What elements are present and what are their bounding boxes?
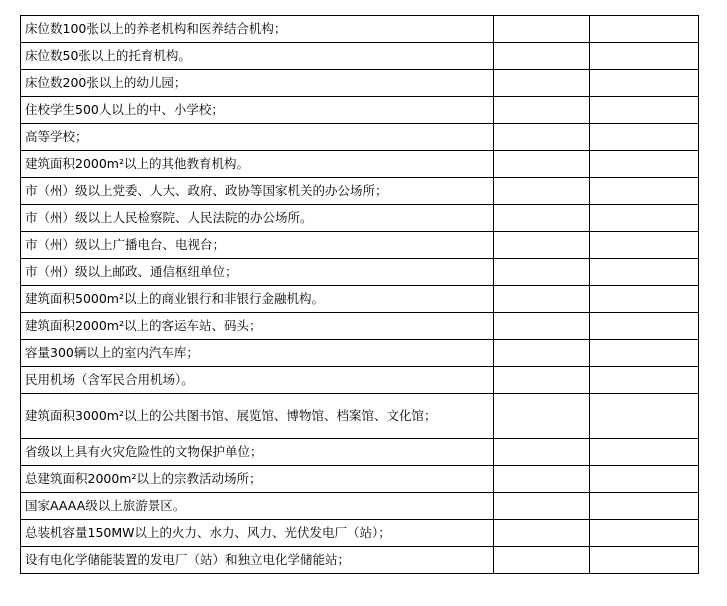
empty-cell-col3 (590, 340, 699, 367)
empty-cell-col3 (590, 466, 699, 493)
table-row (21, 16, 699, 43)
empty-cell-col3 (590, 439, 699, 466)
empty-cell-col3 (590, 367, 699, 394)
empty-cell-col2 (494, 97, 590, 124)
empty-cell-col2 (494, 70, 590, 97)
table-row (21, 313, 699, 340)
facility-description-cell: 高等学校； (21, 124, 494, 151)
empty-cell-col3 (590, 520, 699, 547)
facility-description-cell: 床位数100张以上的养老机构和医养结合机构； (21, 16, 494, 43)
table-row (21, 232, 699, 259)
empty-cell-col3 (590, 16, 699, 43)
table-row (21, 547, 699, 574)
empty-cell-col2 (494, 151, 590, 178)
facility-description-cell: 设有电化学储能装置的发电厂（站）和独立电化学储能站； (21, 547, 494, 574)
empty-cell-col2 (494, 394, 590, 439)
empty-cell-col2 (494, 178, 590, 205)
empty-cell-col2 (494, 439, 590, 466)
empty-cell-col3 (590, 43, 699, 70)
facility-description-cell: 省级以上具有火灾危险性的文物保护单位； (21, 439, 494, 466)
facility-description-cell: 建筑面积5000m²以上的商业银行和非银行金融机构。 (21, 286, 494, 313)
facility-description-cell: 住校学生500人以上的中、小学校； (21, 97, 494, 124)
facility-description-cell: 建筑面积3000m²以上的公共图书馆、展览馆、博物馆、档案馆、文化馆； (21, 394, 494, 439)
empty-cell-col2 (494, 205, 590, 232)
empty-cell-col3 (590, 259, 699, 286)
facility-table (20, 15, 699, 574)
empty-cell-col2 (494, 232, 590, 259)
facility-description-cell: 总建筑面积2000m²以上的宗教活动场所； (21, 466, 494, 493)
empty-cell-col2 (494, 520, 590, 547)
facility-description-cell: 建筑面积2000m²以上的其他教育机构。 (21, 151, 494, 178)
table-row (21, 367, 699, 394)
facility-description-cell: 建筑面积2000m²以上的客运车站、码头； (21, 313, 494, 340)
empty-cell-col3 (590, 313, 699, 340)
empty-cell-col3 (590, 286, 699, 313)
empty-cell-col2 (494, 124, 590, 151)
empty-cell-col3 (590, 70, 699, 97)
facility-description-cell: 容量300辆以上的室内汽车库； (21, 340, 494, 367)
facility-description-cell: 市（州）级以上广播电台、电视台； (21, 232, 494, 259)
empty-cell-col3 (590, 493, 699, 520)
empty-cell-col3 (590, 97, 699, 124)
facility-description-cell: 床位数200张以上的幼儿园； (21, 70, 494, 97)
table-row (21, 97, 699, 124)
facility-description-cell: 国家AAAA级以上旅游景区。 (21, 493, 494, 520)
empty-cell-col2 (494, 286, 590, 313)
empty-cell-col3 (590, 547, 699, 574)
empty-cell-col2 (494, 259, 590, 286)
empty-cell-col2 (494, 367, 590, 394)
empty-cell-col2 (494, 43, 590, 70)
facility-description-cell: 民用机场（含军民合用机场）。 (21, 367, 494, 394)
table-row (21, 259, 699, 286)
table-row (21, 205, 699, 232)
empty-cell-col3 (590, 178, 699, 205)
table-row (21, 340, 699, 367)
empty-cell-col2 (494, 340, 590, 367)
table-row (21, 178, 699, 205)
facility-description-cell: 市（州）级以上党委、人大、政府、政协等国家机关的办公场所； (21, 178, 494, 205)
empty-cell-col2 (494, 547, 590, 574)
empty-cell-col3 (590, 151, 699, 178)
table-row (21, 286, 699, 313)
table-row (21, 520, 699, 547)
empty-cell-col2 (494, 493, 590, 520)
table-row (21, 70, 699, 97)
table-row (21, 124, 699, 151)
empty-cell-col3 (590, 394, 699, 439)
empty-cell-col3 (590, 232, 699, 259)
table-row (21, 493, 699, 520)
table-row (21, 394, 699, 439)
table-row (21, 151, 699, 178)
empty-cell-col3 (590, 124, 699, 151)
facility-description-cell: 床位数50张以上的托育机构。 (21, 43, 494, 70)
empty-cell-col2 (494, 16, 590, 43)
table-row (21, 439, 699, 466)
empty-cell-col2 (494, 313, 590, 340)
table-row (21, 466, 699, 493)
empty-cell-col2 (494, 466, 590, 493)
facility-description-cell: 市（州）级以上邮政、通信枢纽单位； (21, 259, 494, 286)
table-body (21, 16, 699, 574)
facility-description-cell: 总装机容量150MW以上的火力、水力、风力、光伏发电厂（站）； (21, 520, 494, 547)
empty-cell-col3 (590, 205, 699, 232)
table-row (21, 43, 699, 70)
facility-description-cell: 市（州）级以上人民检察院、人民法院的办公场所。 (21, 205, 494, 232)
